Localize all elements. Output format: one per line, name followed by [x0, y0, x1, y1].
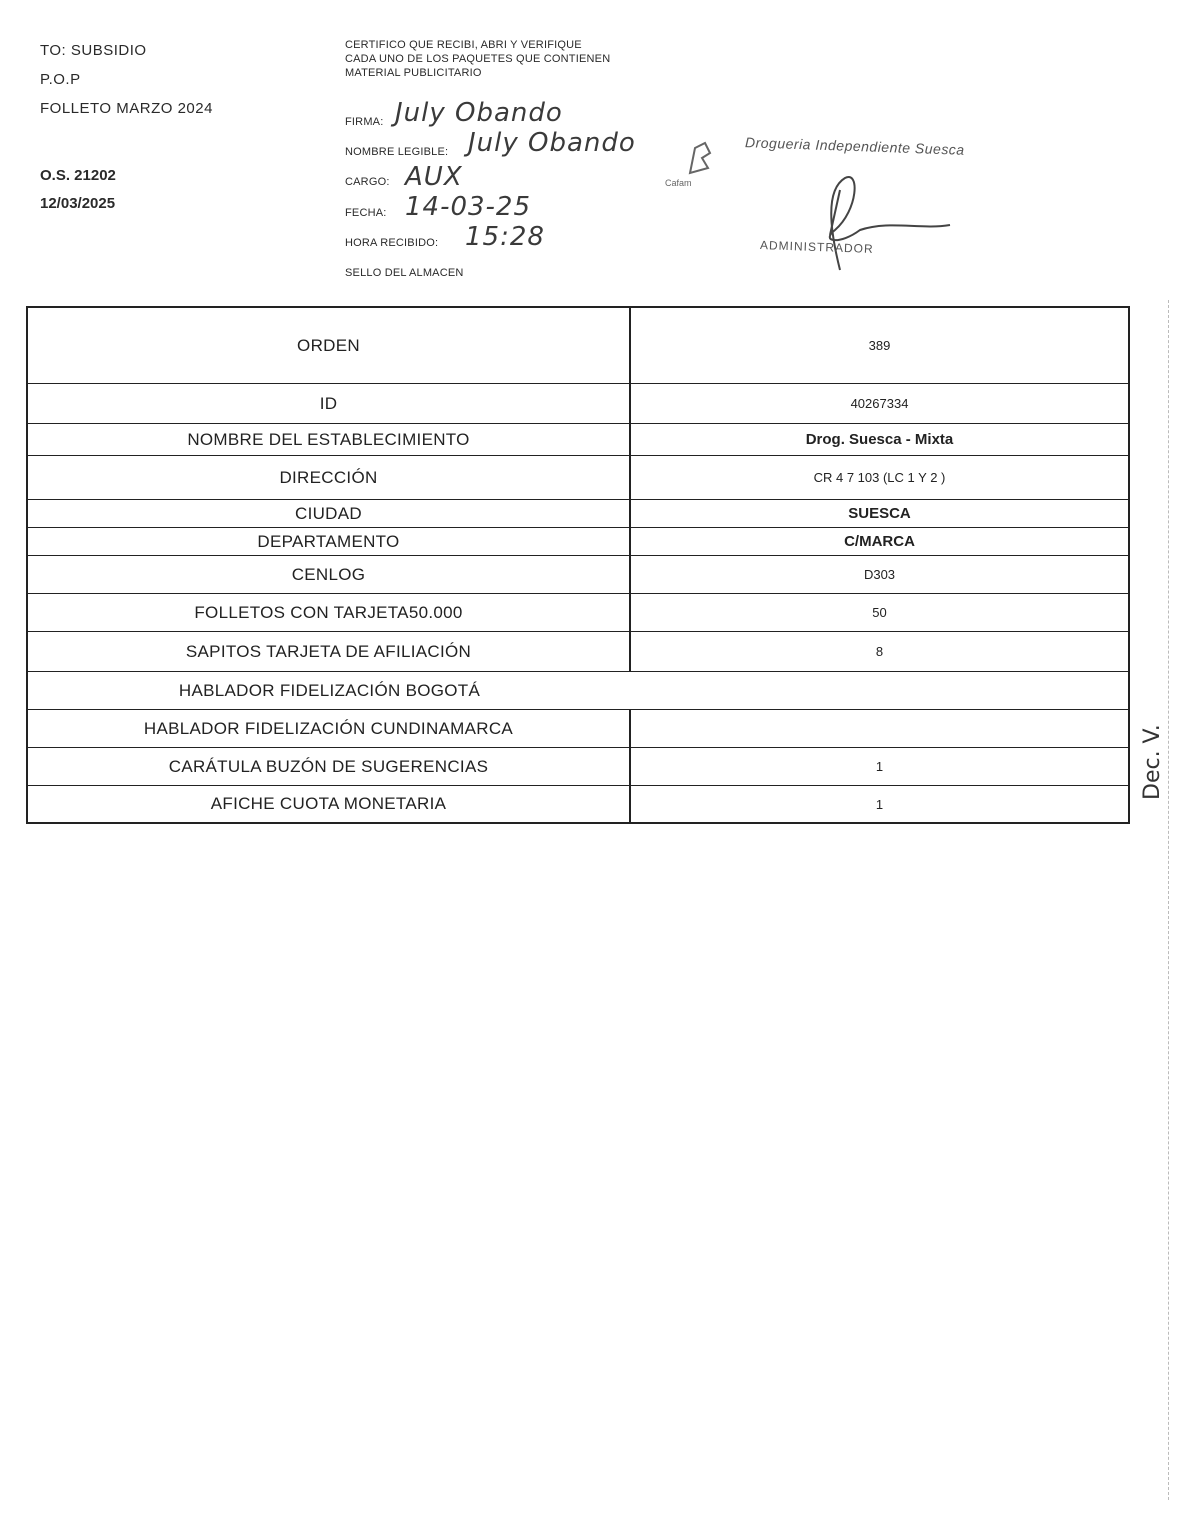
row-label: NOMBRE DEL ESTABLECIMIENTO: [28, 424, 631, 455]
row-label: FOLLETOS CON TARJETA50.000: [28, 594, 631, 631]
row-label: ORDEN: [28, 308, 631, 383]
table-row: [28, 528, 1128, 556]
table-row: [28, 786, 1128, 822]
firma-label: FIRMA:: [345, 116, 384, 128]
hora-value: 15:28: [465, 222, 545, 252]
fecha-label: FECHA:: [345, 207, 387, 219]
row-value: SUESCA: [848, 505, 911, 522]
row-label: SAPITOS TARJETA DE AFILIACIÓN: [28, 632, 631, 671]
os-number: O.S. 21202: [40, 167, 116, 184]
scan-edge-line: [1168, 300, 1170, 1500]
cargo-value: AUX: [405, 162, 463, 192]
row-label: CARÁTULA BUZÓN DE SUGERENCIAS: [28, 748, 631, 785]
table-row: [28, 632, 1128, 672]
row-value: 1: [875, 759, 884, 774]
row-value: CR 4 7 103 (LC 1 Y 2 ): [813, 470, 946, 485]
row-label: DIRECCIÓN: [28, 456, 631, 499]
nombre-label: NOMBRE LEGIBLE:: [345, 146, 449, 158]
table-row: [28, 672, 1128, 710]
table-row: [28, 308, 1128, 384]
stamp-logo-icon: [680, 138, 720, 178]
row-label: DEPARTAMENTO: [28, 528, 631, 555]
row-label: CIUDAD: [28, 500, 631, 527]
certificate-text: CERTIFICO QUE RECIBI, ABRI Y VERIFIQUE CADA UNO DE LOS PAQUETES QUE CONTIENEN MATERIAL PUBLICITARIO: [345, 39, 611, 79]
table-row: [28, 456, 1128, 500]
row-label: HABLADOR FIDELIZACIÓN CUNDINAMARCA: [28, 710, 631, 747]
sello-label: SELLO DEL ALMACEN: [345, 267, 464, 279]
header-pop: P.O.P: [40, 71, 81, 88]
hora-label: HORA RECIBIDO:: [345, 237, 439, 249]
table-row: [28, 710, 1128, 748]
order-info: [40, 162, 116, 218]
side-handwritten-note: Dec. V.: [1140, 724, 1165, 800]
row-value: 389: [868, 338, 891, 353]
fecha-value: 14-03-25: [405, 192, 532, 222]
cargo-label: CARGO:: [345, 176, 390, 188]
row-label: CENLOG: [28, 556, 631, 593]
row-label: AFICHE CUOTA MONETARIA: [28, 786, 631, 822]
row-value: D303: [863, 567, 896, 582]
table-row: [28, 500, 1128, 528]
header-to: TO: SUBSIDIO: [40, 42, 147, 59]
row-label: ID: [28, 384, 631, 423]
admin-signature: [800, 170, 960, 280]
admin-title: ADMINISTRADOR: [759, 238, 874, 256]
stamp-sub: Cafam: [665, 178, 692, 188]
table-row: [28, 556, 1128, 594]
os-date: 12/03/2025: [40, 195, 116, 212]
table-row: [28, 424, 1128, 456]
row-value: 1: [875, 796, 884, 812]
row-value: Drog. Suesca - Mixta: [805, 431, 954, 448]
firma-signature: July Obando: [395, 98, 563, 128]
row-value: C/MARCA: [844, 533, 915, 550]
table-row: [28, 594, 1128, 632]
table-row: [28, 748, 1128, 786]
nombre-value: July Obando: [468, 128, 636, 158]
row-value: 8: [875, 644, 884, 659]
row-label: HABLADOR FIDELIZACIÓN BOGOTÁ: [178, 680, 481, 700]
row-value: [631, 672, 1128, 709]
header-folleto: FOLLETO MARZO 2024: [40, 100, 213, 117]
order-table: [26, 306, 1130, 824]
row-value: 40267334: [850, 396, 909, 411]
row-value: 50: [872, 605, 887, 620]
stamp-name: Drogueria Independiente Suesca: [744, 134, 965, 158]
table-row: [28, 384, 1128, 424]
row-value: [631, 710, 1128, 747]
header-left: [40, 36, 213, 123]
